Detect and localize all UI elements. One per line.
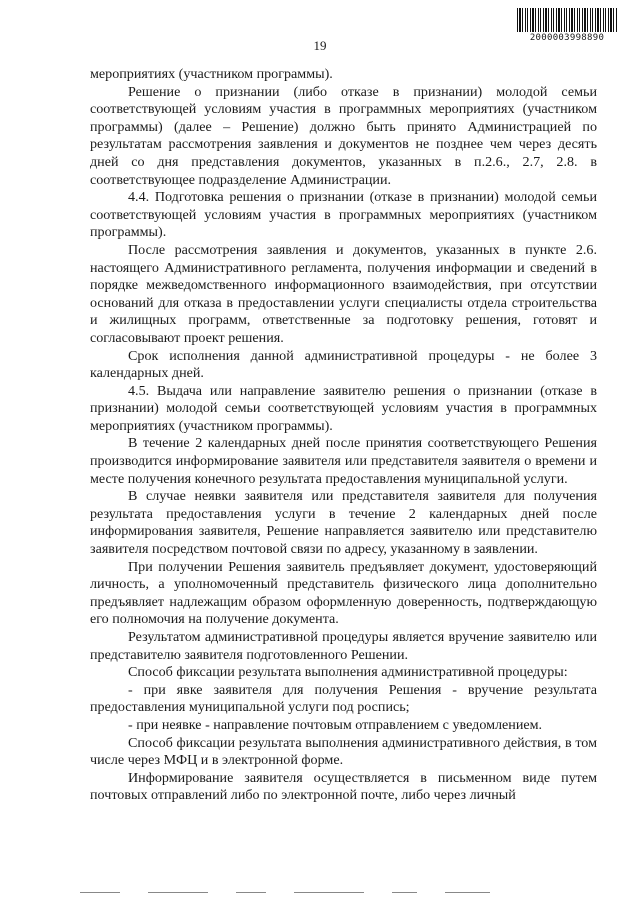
document-body xyxy=(90,66,597,805)
page-number: 19 xyxy=(313,38,327,53)
barcode xyxy=(517,8,617,43)
paragraph: В течение 2 календарных дней после принятия соответствующего Решения производится информирование заявителя или представителя заявителя о времени и месте получения конечного результата предоставления муниципальной услуги. xyxy=(90,435,597,487)
paragraph: Способ фиксации результата выполнения административного действия, в том числе через МФЦ и в электронной форме. xyxy=(90,734,597,769)
paragraph: После рассмотрения заявления и документов, указанных в пункте 2.6. настоящего Административного регламента, получения информации и сведений в порядке межведомственного информационного взаимодействия, при отсутствии оснований для отказа в предоставлении услуги специалисты отдела строительства и жилищных программ, ответственные за подготовку решения, готовят и согласовывают проект решения. xyxy=(90,241,597,346)
section-heading-4-4: 4.4. Подготовка решения о признании (отказе в признании) молодой семьи соответствующей условиям участия в программных мероприятиях (участником программы). xyxy=(90,189,597,241)
paragraph: Решение о признании (либо отказе в признании) молодой семьи соответствующей условиям участия в программных мероприятиях (участником программы) (далее – Решение) должно быть принято Администрацией по результатам рассмотрения заявления и документов не позднее чем через десять дней со дня представления документов, указанных в п.2.6., 2.7, 2.8. в соответствующее подразделение Администрации. xyxy=(90,83,597,188)
paragraph: В случае неявки заявителя или представителя заявителя для получения результата предоставления услуги в течение 2 календарных дней после информирования заявителя, Решение направляется заявителю или представителю заявителя посредством почтовой связи по адресу, указанному в заявлении. xyxy=(90,488,597,558)
barcode-number: 2000003998890 xyxy=(529,33,605,43)
list-item: - при неявке - направление почтовым отправлением с уведомлением. xyxy=(128,716,543,733)
paragraph: Срок исполнения данной административной процедуры - не более 3 календарных дней. xyxy=(90,347,597,382)
scan-footer-marks xyxy=(80,892,600,894)
barcode-bars xyxy=(517,8,617,32)
list-item: - при явке заявителя для получения Решения - вручение результата предоставления муниципальной услуги под роспись; xyxy=(90,681,597,716)
paragraph: Способ фиксации результата выполнения административной процедуры: xyxy=(128,664,568,681)
paragraph: Результатом административной процедуры является вручение заявителю или представителю заявителя подготовленного Решении. xyxy=(90,629,597,663)
paragraph: При получении Решения заявитель предъявляет документ, удостоверяющий личность, а уполномоченный представитель физического лица дополнительно предъявляет надлежащим образом оформленную доверенность, подтверждающую его полномочия на получение документа. xyxy=(90,558,597,628)
paragraph: Информирование заявителя осуществляется в письменном виде путем почтовых отправлений либо по электронной почте, либо через личный xyxy=(90,769,597,804)
paragraph: мероприятиях (участником программы). xyxy=(90,66,333,82)
section-heading-4-5: 4.5. Выдача или направление заявителю решения о признании (отказе в признании) молодой семьи соответствующей условиям участия в программных мероприятиях (участником программы). xyxy=(90,382,597,434)
